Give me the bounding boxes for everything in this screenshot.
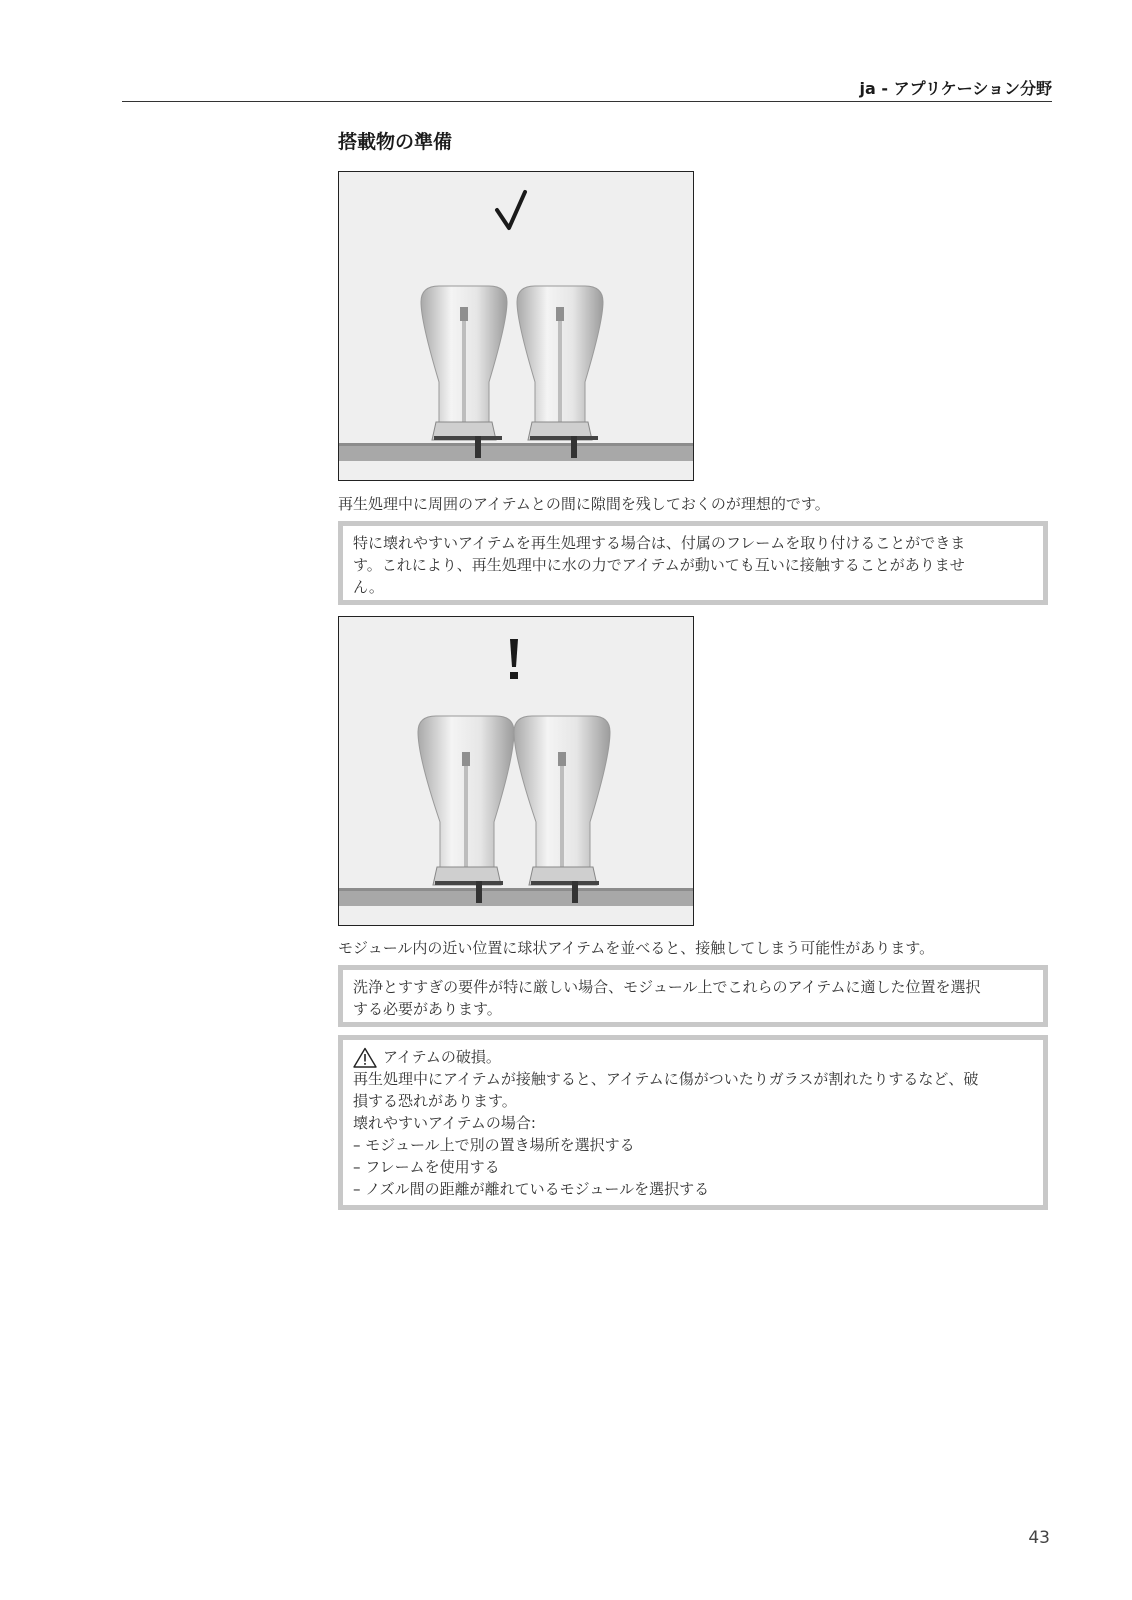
note-frame-line-2: す。これにより、再生処理中に水の力でアイテムが動いても互いに接触することがありませ xyxy=(353,556,965,574)
note-frame xyxy=(338,521,1048,605)
note-frame-line-1: 特に壊れやすいアイテムを再生処理する場合は、付属のフレームを取り付けることができま xyxy=(353,534,966,552)
warning-header xyxy=(353,1046,1033,1068)
nozzle-item-left xyxy=(418,716,514,903)
figure-contact-risk xyxy=(338,616,694,926)
paragraph-contact-risk: モジュール内の近い位置に球状アイテムを並べると、接触してしまう可能性があります。 xyxy=(338,939,935,957)
warning-triangle-icon xyxy=(353,1047,377,1068)
checkmark-icon xyxy=(497,192,525,228)
nozzle-item-right xyxy=(517,286,603,458)
warning-body-line-1: 再生処理中にアイテムが接触すると、アイテムに傷がついたりガラスが割れたりするなど、破 xyxy=(353,1070,979,1088)
header-rule xyxy=(122,101,1052,102)
exclamation-icon xyxy=(510,639,518,679)
section-title: 搭載物の準備 xyxy=(338,131,453,153)
nozzle-item-right xyxy=(514,716,610,903)
figure-correct-illustration xyxy=(339,172,694,481)
note-positioning xyxy=(338,965,1048,1027)
nozzle-item-left xyxy=(421,286,507,458)
figure-correct-spacing xyxy=(338,171,694,481)
warning-items-intro: 壊れやすいアイテムの場合: xyxy=(353,1114,536,1132)
page-header: ja - アプリケーション分野 xyxy=(859,79,1052,98)
warning-list-item: – ノズル間の距離が離れているモジュールを選択する xyxy=(353,1180,710,1198)
warning-body-line-2: 損する恐れがあります。 xyxy=(353,1092,517,1110)
page-number: 43 xyxy=(1028,1528,1050,1548)
note-frame-line-3: ん。 xyxy=(353,578,384,596)
paragraph-ideal-spacing: 再生処理中に周囲のアイテムとの間に隙間を残しておくのが理想的です。 xyxy=(338,495,830,513)
warning-list-item: – モジュール上で別の置き場所を選択する xyxy=(353,1136,635,1154)
note-positioning-line-2: する必要があります。 xyxy=(353,1000,502,1018)
warning-list-item: – フレームを使用する xyxy=(353,1158,500,1176)
warning-title: アイテムの破損。 xyxy=(383,1048,501,1066)
warning-box xyxy=(338,1035,1048,1210)
note-positioning-line-1: 洗浄とすすぎの要件が特に厳しい場合、モジュール上でこれらのアイテムに適した位置を選択 xyxy=(353,978,981,996)
figure-contact-illustration xyxy=(339,617,694,926)
